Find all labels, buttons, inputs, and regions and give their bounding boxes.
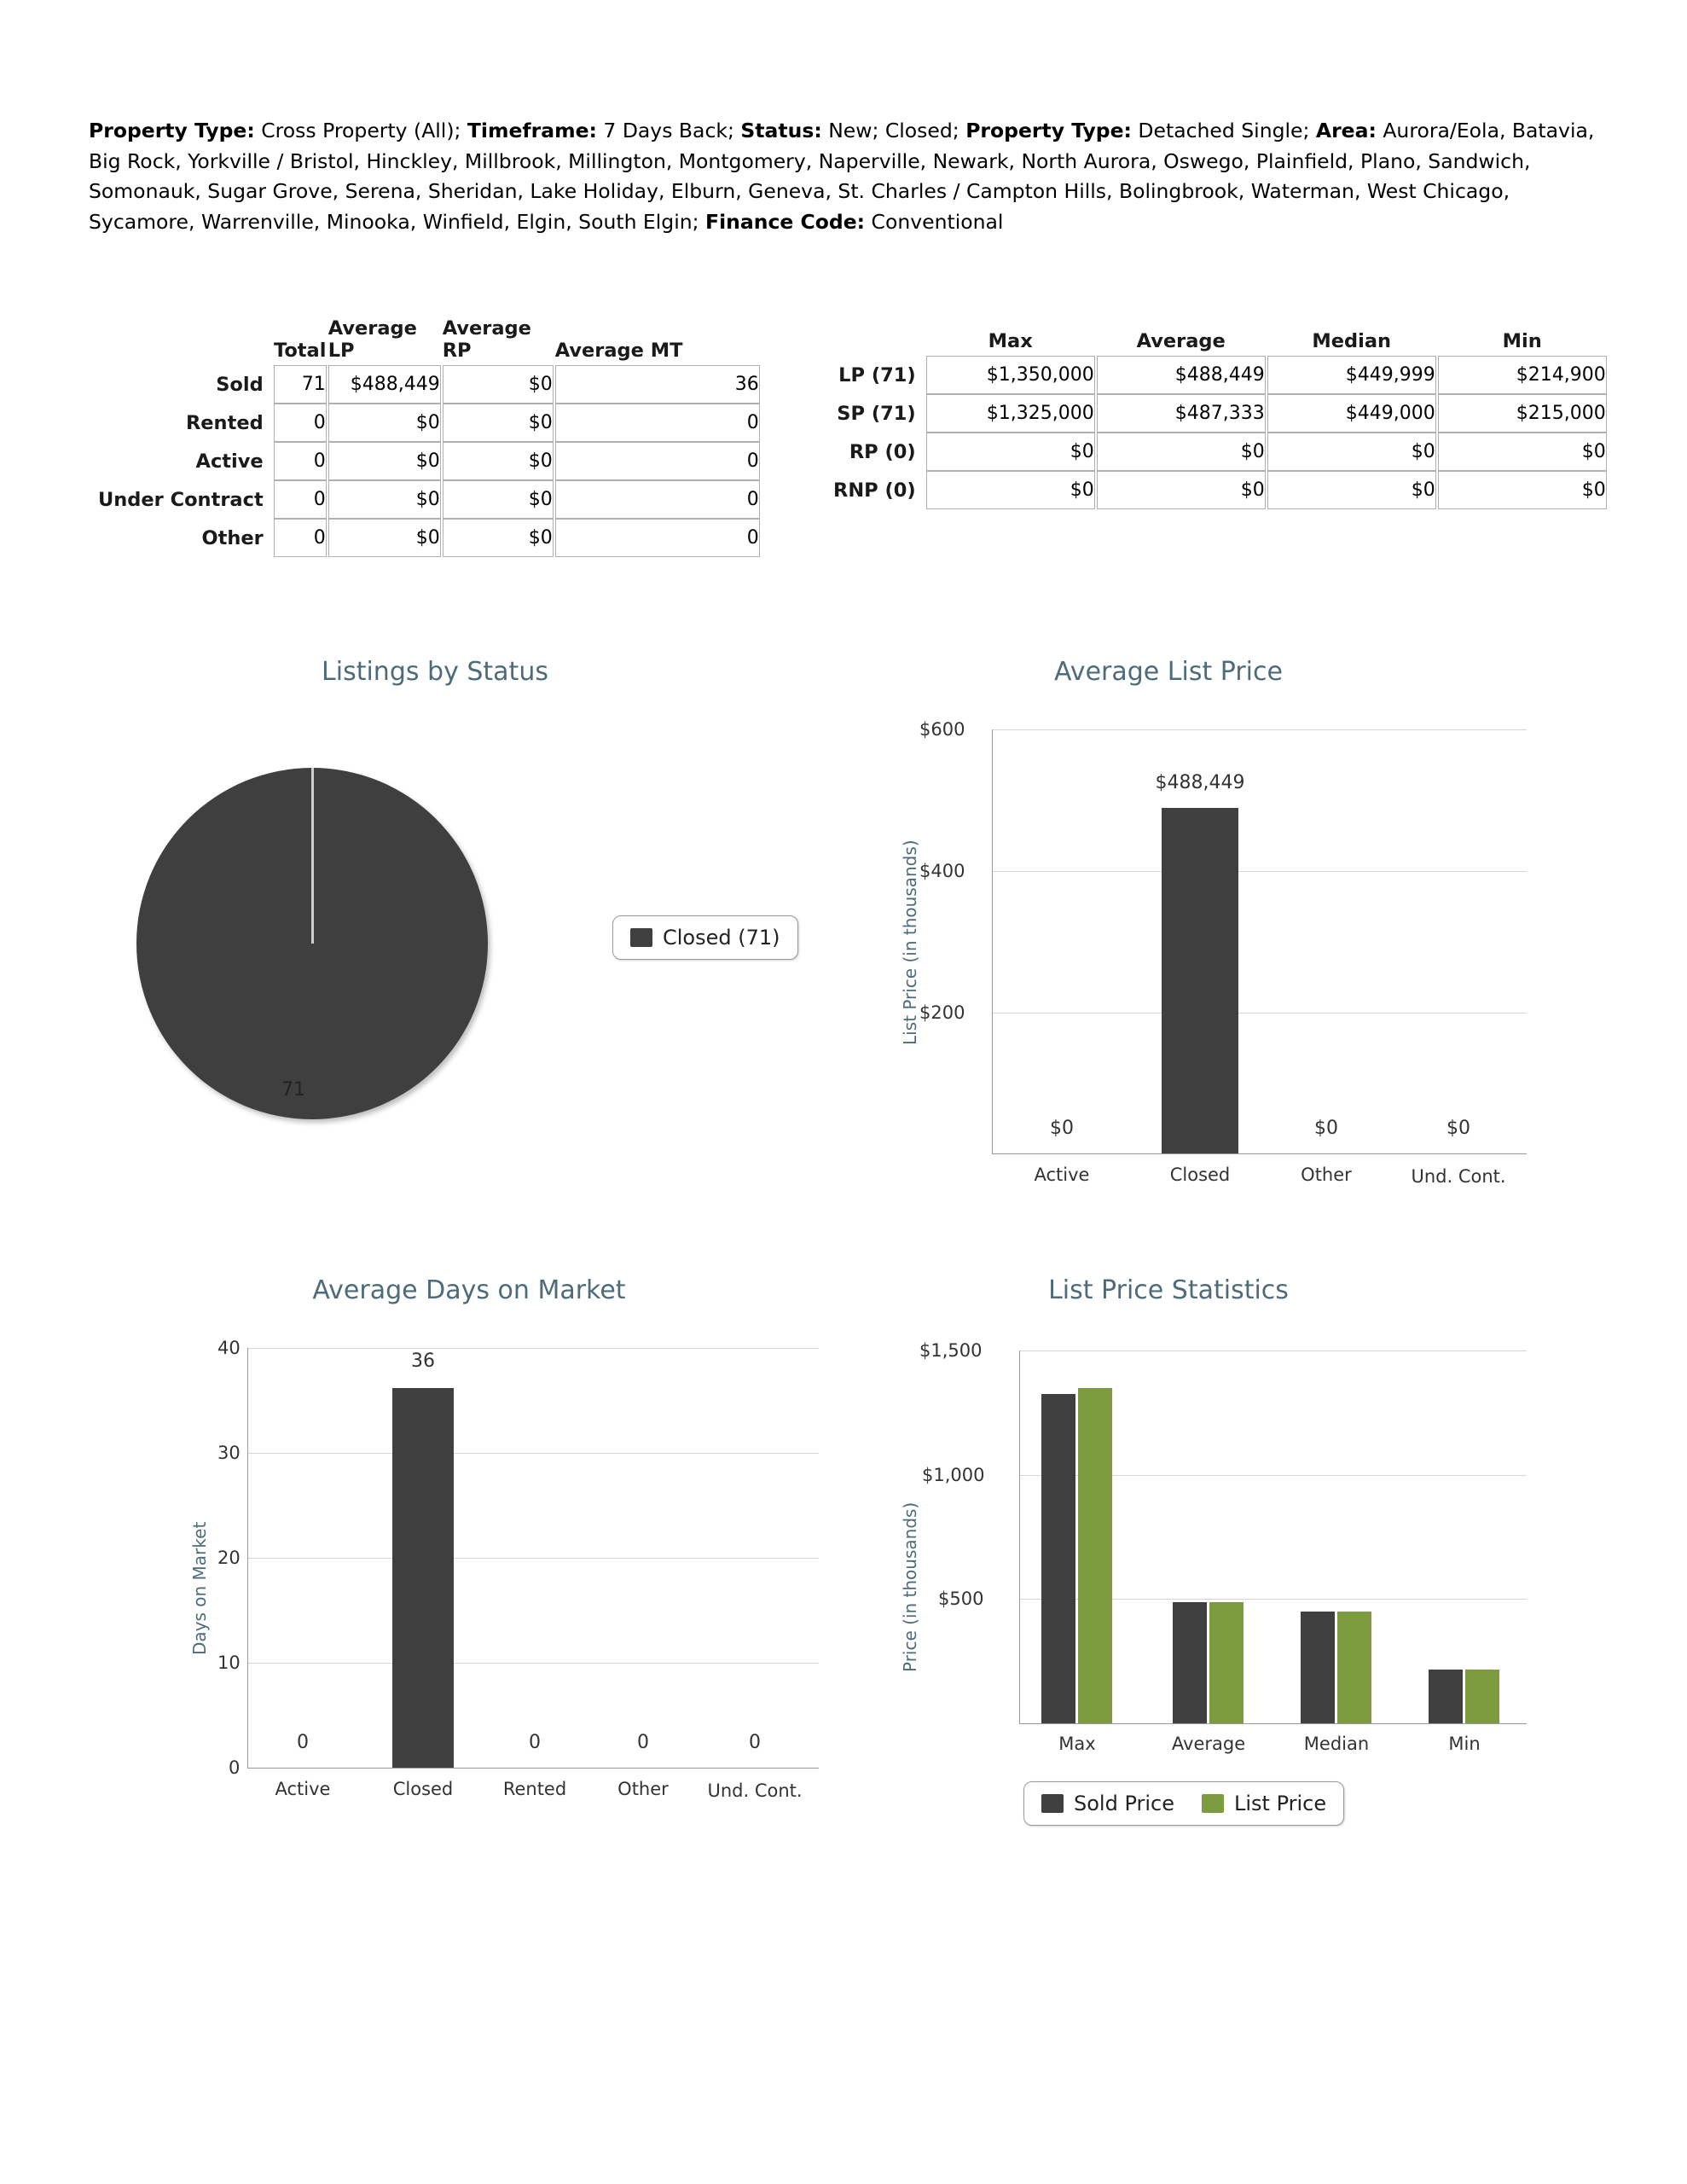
axis-label-days-on-market: Days on Market [189, 1521, 210, 1655]
bar-label-dom-rented: 0 [529, 1732, 541, 1753]
bar-closed-days-on-market [392, 1388, 454, 1768]
chart-title-average-days-on-market: Average Days on Market [312, 1275, 626, 1305]
cell-rnp-max: $0 [926, 471, 1095, 509]
legend-list-price-statistics[interactable] [1023, 1781, 1344, 1826]
criteria-value-5: Aurora/Eola, Batavia, Big Rock, Yorkville / Bristol, Hinckley, Millbrook, Millington, Montgomery, Naperville, Newark, North Aurora, Oswego, Plainfield, Plano, Sandwich, Somonauk, Sugar Grove, Serena, Sheridan, Lake Holiday, Elburn, Geneva, St. Charles / Campton Hills, Bolingbrook, Waterman, West Chicago, Sycamore, Warrenville, Minooka, Winfield, Elgin, South Elgin; [89, 119, 1595, 235]
col-average: Average [1136, 330, 1226, 352]
cell-other-avg-rp: $0 [443, 519, 554, 557]
legend-swatch-sold-price-icon [1041, 1794, 1064, 1813]
bar-max-sold-price [1041, 1394, 1075, 1723]
legend-swatch-list-price-icon [1202, 1794, 1224, 1813]
gridline-600 [992, 729, 1527, 730]
cell-rp-min: $0 [1438, 433, 1607, 471]
criteria-value-2: 7 Days Back; [596, 119, 741, 142]
ytick-600: $600 [919, 719, 965, 740]
cell-sp-average: $487,333 [1097, 394, 1266, 433]
cell-other-total: 0 [274, 519, 327, 557]
legend-item-list-price[interactable] [1202, 1792, 1326, 1815]
row-label-sold: Sold [216, 373, 264, 396]
row-label-rented: Rented [185, 411, 264, 434]
row-label-sp: SP (71) [837, 402, 916, 425]
cell-rented-total: 0 [274, 404, 327, 442]
cell-active-total: 0 [274, 442, 327, 480]
xtick-dom-other: Other [617, 1779, 669, 1799]
xtick-lps-max: Max [1058, 1734, 1096, 1754]
gridline-200 [992, 1013, 1527, 1014]
cell-lp-min: $214,900 [1438, 356, 1607, 394]
cell-active-avg-lp: $0 [328, 442, 441, 480]
cell-rp-max: $0 [926, 433, 1095, 471]
cell-rp-average: $0 [1097, 433, 1266, 471]
cell-uc-total: 0 [274, 480, 327, 519]
criteria-label-1: Property Type: [89, 119, 255, 142]
table-row [98, 480, 760, 519]
table-header-row [833, 317, 1607, 356]
row-label-lp: LP (71) [838, 363, 916, 386]
bar-min-sold-price [1429, 1670, 1463, 1723]
y-axis-line [992, 729, 993, 1154]
table-row [833, 394, 1607, 433]
legend-label-list-price: List Price [1234, 1792, 1327, 1815]
ytick-lps-500: $500 [938, 1589, 984, 1609]
bar-label-other: $0 [1314, 1118, 1338, 1139]
chart-title-listings-by-status: Listings by Status [322, 657, 548, 687]
bar-min-list-price [1465, 1670, 1499, 1723]
cell-lp-median: $449,999 [1267, 356, 1436, 394]
bar-label-dom-other: 0 [637, 1732, 649, 1753]
cell-rented-avg-mt: 0 [555, 404, 760, 442]
bar-max-list-price [1078, 1388, 1112, 1723]
y-axis-line-dom [247, 1348, 248, 1768]
criteria-label-6: Finance Code: [705, 210, 866, 235]
col-average-rp: Average RP [442, 317, 531, 362]
x-axis-line [992, 1153, 1527, 1154]
bar-label-dom-closed: 36 [411, 1350, 435, 1372]
price-statistics-table [832, 317, 1609, 509]
row-label-active: Active [195, 450, 264, 473]
axis-label-price: Price (in thousands) [900, 1502, 920, 1672]
row-label-rp: RP (0) [849, 440, 916, 463]
xtick-lps-min: Min [1448, 1734, 1481, 1754]
cell-uc-avg-rp: $0 [443, 480, 554, 519]
ytick-200: $200 [919, 1002, 965, 1023]
ytick-dom-30: 30 [217, 1443, 241, 1463]
cell-rnp-median: $0 [1267, 471, 1436, 509]
y-axis-line-lps [1019, 1350, 1020, 1723]
table-row [98, 404, 760, 442]
bar-median-list-price [1337, 1612, 1371, 1723]
gridline-lps-1500 [1019, 1350, 1527, 1351]
axis-label-list-price: List Price (in thousands) [900, 839, 920, 1045]
cell-rented-avg-rp: $0 [443, 404, 554, 442]
criteria-label-2: Timeframe: [467, 119, 597, 142]
cell-active-avg-rp: $0 [443, 442, 554, 480]
col-median: Median [1312, 330, 1392, 352]
xtick-other: Other [1301, 1165, 1352, 1185]
table-row [833, 356, 1607, 394]
ytick-dom-20: 20 [217, 1548, 241, 1568]
gridline-dom-20 [247, 1558, 819, 1559]
pie-slice-label-closed: 71 [281, 1079, 305, 1101]
xtick-lps-median: Median [1303, 1734, 1370, 1754]
cell-rnp-average: $0 [1097, 471, 1266, 509]
table-row [98, 442, 760, 480]
cell-sp-min: $215,000 [1438, 394, 1607, 433]
cell-lp-average: $488,449 [1097, 356, 1266, 394]
xtick-active: Active [1034, 1165, 1090, 1185]
cell-sold-avg-rp: $0 [443, 365, 554, 404]
bar-average-sold-price [1173, 1602, 1207, 1723]
bar-label-dom-und-cont: 0 [749, 1732, 761, 1753]
row-label-rnp: RNP (0) [833, 479, 916, 502]
ytick-dom-10: 10 [217, 1653, 241, 1673]
pie-chart-listings-by-status [136, 768, 488, 1119]
xtick-closed: Closed [1169, 1165, 1231, 1185]
cell-rp-median: $0 [1267, 433, 1436, 471]
xtick-und-cont-text: Und. Cont. [1411, 1166, 1506, 1187]
criteria-value-6: Conventional [865, 210, 1004, 235]
criteria-label-3: Status: [740, 119, 822, 142]
legend-label-sold-price: Sold Price [1074, 1792, 1174, 1815]
col-total: Total [273, 340, 327, 362]
criteria-label-4: Property Type: [965, 119, 1132, 142]
cell-rnp-min: $0 [1438, 471, 1607, 509]
gridline-400 [992, 871, 1527, 872]
cell-sold-total: 71 [274, 365, 327, 404]
criteria-label-5: Area: [1315, 119, 1377, 142]
row-label-other: Other [201, 526, 264, 549]
chart-title-list-price-statistics: List Price Statistics [1048, 1275, 1289, 1305]
bar-average-list-price [1209, 1602, 1244, 1723]
xtick-dom-active: Active [275, 1779, 331, 1799]
cell-sold-avg-mt: 36 [555, 365, 760, 404]
row-label-under-contract: Under Contract [98, 488, 264, 511]
legend-item-sold-price[interactable] [1041, 1792, 1174, 1815]
xtick-lps-average: Average [1171, 1734, 1246, 1754]
criteria-value-4: Detached Single; [1131, 119, 1316, 142]
status-summary-table [96, 317, 762, 557]
table-row [833, 433, 1607, 471]
criteria-value-3: New; Closed; [821, 119, 966, 142]
gridline-dom-10 [247, 1663, 819, 1664]
cell-uc-avg-mt: 0 [555, 480, 760, 519]
legend-swatch-closed-icon [630, 928, 652, 947]
ytick-lps-1500: $1,500 [919, 1340, 983, 1361]
xtick-dom-und-cont [704, 1779, 806, 1803]
cell-sold-avg-lp: $488,449 [328, 365, 441, 404]
table-row [98, 519, 760, 557]
cell-sp-median: $449,000 [1267, 394, 1436, 433]
col-average-mt: Average MT [554, 340, 683, 362]
cell-uc-avg-lp: $0 [328, 480, 441, 519]
ytick-lps-1000: $1,000 [922, 1465, 985, 1485]
gridline-dom-30 [247, 1453, 819, 1454]
criteria-value-1: Cross Property (All); [254, 119, 467, 142]
legend-label-closed: Closed (71) [663, 926, 780, 950]
ytick-dom-0: 0 [229, 1757, 241, 1778]
ytick-dom-40: 40 [217, 1338, 241, 1358]
cell-lp-max: $1,350,000 [926, 356, 1095, 394]
cell-active-avg-mt: 0 [555, 442, 760, 480]
cell-other-avg-mt: 0 [555, 519, 760, 557]
pie-slice-divider [311, 768, 314, 944]
cell-other-avg-lp: $0 [328, 519, 441, 557]
xtick-dom-closed: Closed [392, 1779, 454, 1799]
table-row [98, 365, 760, 404]
bar-median-sold-price [1301, 1612, 1335, 1723]
cell-sp-max: $1,325,000 [926, 394, 1095, 433]
x-axis-line-lps [1019, 1723, 1527, 1724]
xtick-und-cont [1407, 1165, 1510, 1188]
col-max: Max [988, 330, 1033, 352]
cell-rented-avg-lp: $0 [328, 404, 441, 442]
legend-listings-by-status[interactable] [612, 915, 798, 960]
bar-closed-avg-list-price [1162, 808, 1238, 1153]
chart-title-average-list-price: Average List Price [1054, 657, 1283, 687]
gridline-dom-40 [247, 1348, 819, 1349]
xtick-dom-und-cont-text: Und. Cont. [707, 1780, 803, 1801]
bar-label-active: $0 [1050, 1118, 1074, 1139]
ytick-400: $400 [919, 861, 965, 881]
col-average-lp: Average LP [328, 317, 417, 362]
bar-label-und-cont: $0 [1446, 1118, 1470, 1139]
legend-item-closed[interactable] [630, 926, 780, 950]
table-row [833, 471, 1607, 509]
x-axis-line-dom [247, 1768, 819, 1769]
report-criteria [89, 116, 1615, 238]
bar-label-dom-active: 0 [297, 1732, 309, 1753]
xtick-dom-rented: Rented [502, 1779, 567, 1799]
col-min: Min [1502, 330, 1542, 352]
bar-label-closed: $488,449 [1155, 772, 1245, 793]
table-header-row [98, 317, 760, 365]
